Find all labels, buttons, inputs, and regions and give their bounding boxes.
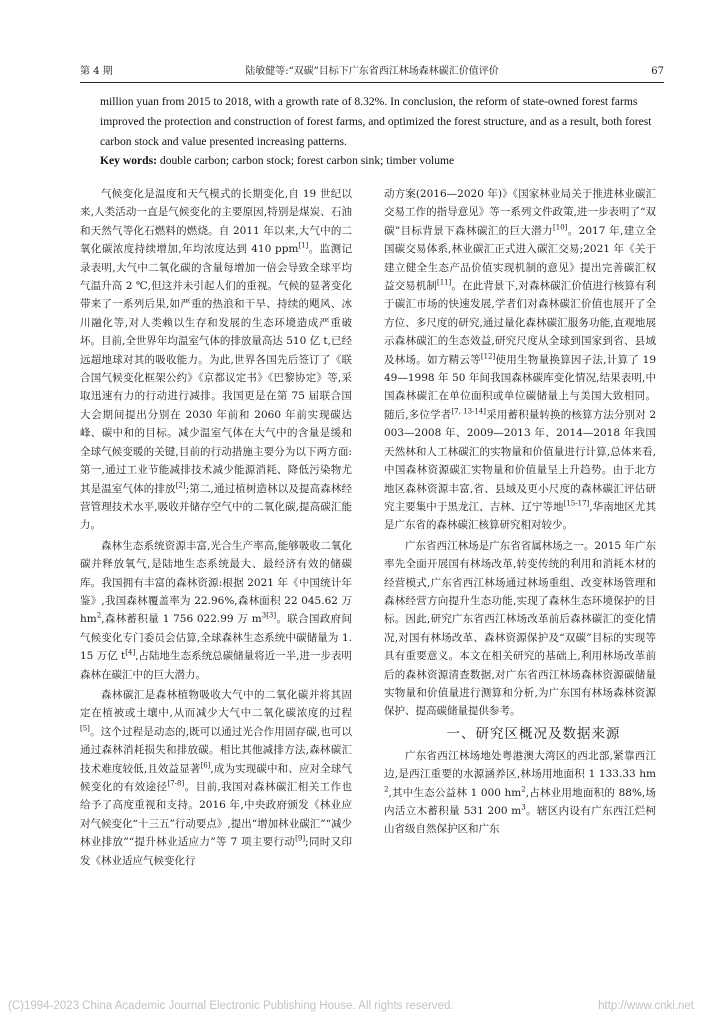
citation: [3]	[266, 611, 277, 620]
paragraph: 动方案(2016—2020 年)》《国家林业局关于推进林业碳汇交易工作的指导意见》等一系列文件政策,进一步表明了“双碳”目标背景下森林碳汇的巨大潜力[10]。2017 年,建立全国碳交易体系,林业碳汇正式进入碳汇交易;2021 年《关于建立健全生态产品价值实现机制的意见》提出完善碳汇权益交易机制[11]。在此背景下,对森林碳汇价值进行核算有利于碳汇市场的快速发展,学者们对森林碳汇价值也展开了全方位、多尺度的研究,通过量化森林碳汇服务功能,直观地展示森林碳汇的生态效益,研究尺度从全球到国家到省、县域及林场。如方精云等[12]使用生物量换算因子法,计算了 1949—1998 年 50 年间我国森林碳库变化情况,结果表明,中国森林碳汇在单位面积或单位碳储量上与美国大致相同。随后,多位学者[7, 13-14]采用蓄积量转换的核算方法分别对 2003—2008 年、2009—2013 年、2014—2018 年我国天然林和人工林碳汇的实物量和价值量进行计算,总体来看,中国森林资源碳汇实物量和价值量呈上升趋势。由于北方地区森林资源丰富,省、县域及更小尺度的森林碳汇评估研究主要集中于黑龙江、吉林、辽宁等地[15-17],华南地区尤其是广东省的森林碳汇核算研究相对较少。	[384, 188, 657, 532]
section-heading: 一、研究区概况及数据来源	[446, 725, 621, 742]
citation: [1]	[298, 241, 309, 250]
paragraph: 森林碳汇是森林植物吸收大气中的二氧化碳并将其固定在植被或土壤中,从而减少大气中二氧化碳浓度的过程[5]。这个过程是动态的,既可以通过光合作用固存碳,也可以通过森林消耗损失和排放碳。相比其他减排方法,森林碳汇技术难度较低,且效益显著[6],成为实现碳中和、应对全球气候变化的有效途径[7-8]。目前,我国对森林碳汇相关工作也给予了高度重视和支持。2016 年,中央政府颁发《林业应对气候变化“十三五”行动要点》,提出“增加林业碳汇”“减少林业排放”“提升林业适应力”等 7 项主要行动[9];同时又印发《林业适应气候变化行	[80, 688, 353, 867]
superscript: 3	[521, 803, 526, 812]
page-number: 67	[651, 66, 664, 77]
paragraph: 森林生态系统资源丰富,光合生产率高,能够吸收二氧化碳并释放氧气,是陆地生态系统最大、最经济有效的储碳库。我国拥有丰富的森林资源:根据 2021 年《中国统计年鉴》,我国森林覆盖率为 22.96%,森林面积 22 045.62 万 $hm^2$,森林蓄积量 1 756 022.99 万 $m^{3[3]}$。联合国政府间气候变化专门委员会估算,全球森林生态系统中碳储量为 1.15 万亿 t[4],占陆地生态系统总碳储量将近一半,进一步表明森林在碳汇中的巨大潜力。	[80, 539, 353, 681]
copyright-notice: (C)1994-2023 China Academic Journal Electronic Publishing House. All rights reserved.	[8, 1000, 454, 1012]
superscript: 3	[261, 611, 267, 620]
citation: [12]	[480, 352, 496, 361]
abstract-continuation: million yuan from 2015 to 2018, with a growth rate of 8.32%. In conclusion, the reform of state-owned forest farms improved the protection and construction of forest farms, and optimized the forest structure, and as a result, both forest carbon stock and value presented increasing patterns.	[100, 95, 652, 148]
superscript: 2	[96, 611, 102, 620]
watermark-footer	[0, 1000, 724, 1018]
paragraph: 气候变化是温度和天气模式的长期变化,自 19 世纪以来,人类活动一直是气候变化的主要原因,特别是煤炭、石油和天然气等化石燃料的燃烧。自 2011 年以来,大气中的二氧化碳浓度持续增加,年均浓度达到 410 ppm[1]。监测记录表明,大气中二氧化碳的含量每增加一倍会导致全球平均气温升高 2 ℃,但这并未引起人们的重视。气候的显著变化带来了一系列后果,如严重的热浪和干旱、持续的飓风、冰川融化等,对人类赖以生存和发展的生态环境造成严重破坏。目前,全世界年均温室气体的排放量高达 510 亿 t,已经远超地球对其的吸收能力。为此,世界各国先后签订了《联合国气候变化框架公约》《京都议定书》《巴黎协定》等,采取迅速有力的行动进行减排。我国更是在第 75 届联合国大会期间提出分别在 2030 年前和 2060 年前实现碳达峰、碳中和的目标。减少温室气体在大气中的含量是缓和全球气候变暖的关键,目前的行动措施主要分为以下两方面:第一,通过工业节能减排技术减少能源消耗、降低污染物尤其是温室气体的排放[2];第二,通过植树造林以及提高森林经营管理技术水平,吸收并储存空气中的二氧化碳,提高碳汇能力。	[80, 188, 353, 532]
citation: [4]	[125, 648, 136, 657]
citation: [6]	[200, 761, 211, 770]
paragraph: 广东省西江林场地处粤港澳大湾区的西北部,紧靠西江边,是西江重要的水源涵养区,林场用地面积 1 133.33 $hm^2$,其中生态公益林 1 000 $hm^2$,占林业用地面积的 88%,场内活立木蓄积量 531 200 $m^3$。辖区内设有广东西江烂柯山省级自然保护区和广东	[384, 749, 657, 836]
keywords-label: Key words:	[100, 154, 157, 168]
running-header	[80, 63, 664, 81]
superscript: 2	[521, 785, 526, 794]
citation: [5]	[80, 724, 90, 733]
superscript: 2	[384, 785, 389, 794]
citation: [15-17]	[563, 499, 590, 508]
citation: [2]	[175, 481, 186, 489]
keywords-text: double carbon; carbon stock; forest carbon sink; timber volume	[159, 154, 455, 168]
header-rule	[80, 82, 664, 83]
english-abstract	[100, 92, 660, 171]
citation: [11]	[436, 278, 452, 287]
publisher-url: http://www.cnki.net	[598, 1000, 694, 1012]
citation: [9]	[295, 834, 306, 843]
citation: [7-8]	[167, 779, 185, 788]
citation: [10]	[553, 223, 568, 232]
running-title: 陆敏健等:“双碳”目标下广东省西江林场森林碳汇价值评价	[245, 66, 499, 77]
issue-number: 第 4 期	[80, 66, 113, 77]
right-column	[384, 185, 656, 841]
keywords-line	[100, 151, 660, 171]
left-column	[80, 185, 352, 872]
citation: [7, 13-14]	[451, 407, 487, 416]
paragraph: 广东省西江林场是广东省省属林场之一。2015 年广东率先全面开展国有林场改革,转变传统的利用和消耗木材的经营模式,广东省西江林场通过林场重组、改变林场管理和森林经营方向提升生态功能,实现了森林生态环境保护的目标。因此,研究广东省西江林场改革前后森林碳汇的变化情况,对国有林场改革、森林资源保护及“双碳”目标的实现等具有重要意义。本文在相关研究的基础上,利用林场改革前后的森林资源清查数据,对广东省西江林场森林资源碳储量实物量和价值量进行测算和分析,为广东国有林场森林资源保护、提高碳储量提供参考。	[384, 539, 656, 718]
